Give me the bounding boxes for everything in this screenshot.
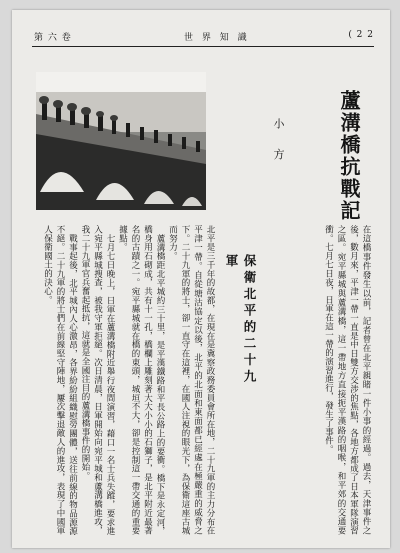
magazine-page — [12, 10, 390, 548]
header-rule — [32, 46, 374, 47]
bridge-photo — [36, 72, 206, 210]
article-author: 小 方 — [272, 118, 285, 168]
volume-label: 第 六 卷 — [34, 33, 72, 43]
magazine-name: 世 界 知 識 — [184, 33, 250, 43]
body-paragraph: 北平是三千年的故都，在現在是冀察政務委員會所在地，二十九軍的主力分布在平津一帶。自從塘沽協定以後，北平的北面和東面都已經處在極嚴重的威脅之下。二十九軍的將士，卻一直守在這裡，在國人注視的眼光下，為保衛這座古城而努力。 — [167, 225, 215, 535]
article-body — [30, 225, 216, 535]
article-title: 蘆溝橋抗戰記 — [337, 90, 361, 222]
article-intro — [254, 225, 372, 535]
body-paragraph: 戰事起後，北平城內人心激昂，各界紛紛組織慰勞團體，送往前線的物品源源不絕。二十九軍的將士們在前線堅守陣地，屢次擊退敵人的進攻，表現了中國軍人保衛國土的決心。 — [42, 225, 78, 535]
page-header — [34, 28, 374, 44]
body-paragraph: 七月七日晚上，日軍在蘆溝橋附近舉行夜間演習，藉口一名士兵失蹤，要求進入宛平縣城搜查，被我守軍拒絕。次日清晨，日軍開始向宛平城和蘆溝橋進攻，我二十九軍官兵奮起抵抗，這就是全國注目的蘆溝橋事件的開始。 — [80, 225, 115, 535]
section-heading: 保衛北平的二十九軍 — [224, 254, 257, 386]
intro-paragraph: 在這橋事件發生以前，記者曾在北平親睹一件小事的經過。過去，天津事件之後，數月來，平津一帶一直是中日雙方交涉的焦點，各地方都成了日本軍隊演習之區。宛平縣城與蘆溝橋，這一帶地方直接扼平漢路的咽喉，和平郊的交通要衝。七月七日夜，日軍在這一帶的演習進行，發生了事件。 — [323, 225, 371, 535]
page-number: ( 2 2 — [348, 30, 374, 40]
body-paragraph: 蘆溝橋距北平城約三十里，是平漢鐵路和平長公路上的要衝。橋下是永定河，橋身用石砌成，共有十一孔，橋欄上雕刻著大大小小的石獅子，是北平附近最著名的古蹟之一。宛平縣城就在橋的東頭，城垣不大，卻是控制這一帶交通的重要據點。 — [117, 225, 165, 535]
